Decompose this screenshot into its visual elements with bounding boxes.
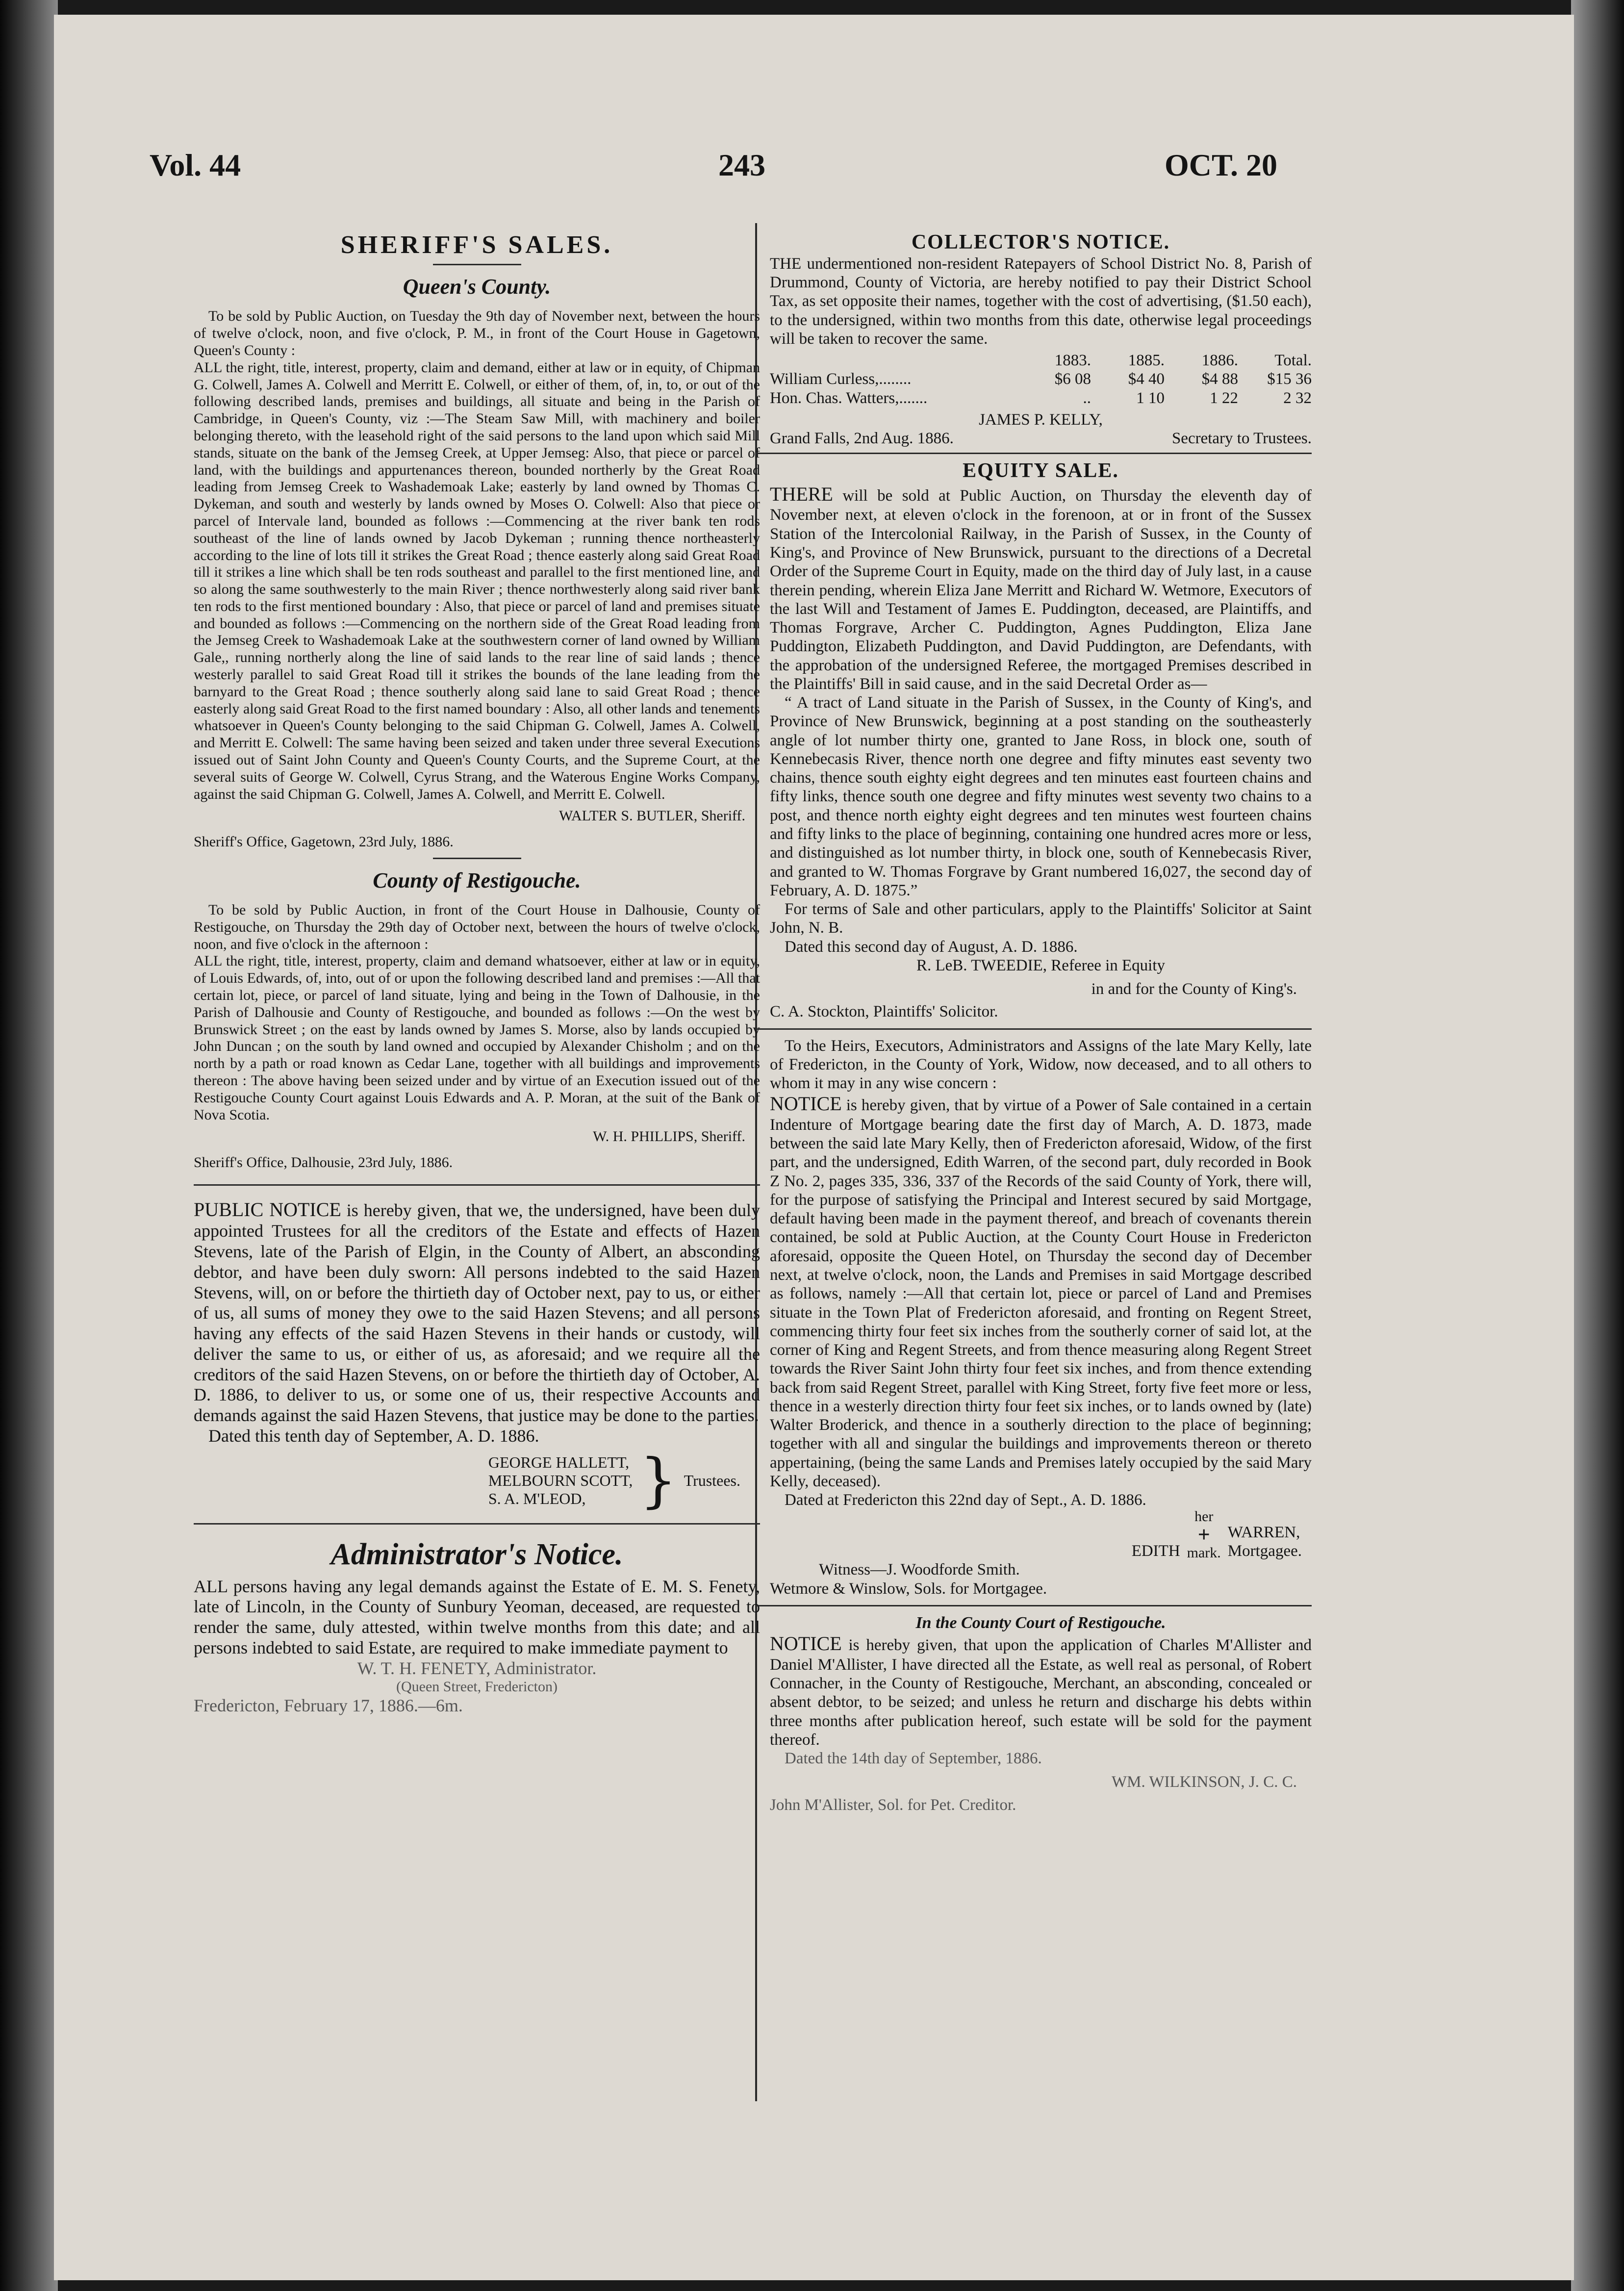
issue-date: OCT. 20: [1165, 148, 1277, 182]
public-notice: [194, 1198, 761, 1515]
table-cell: 1 22: [1210, 389, 1238, 407]
table-cell: William Curless,........: [770, 370, 912, 388]
mortgagee-role: Mortgagee.: [1227, 1542, 1302, 1560]
table-header-cell: 1886.: [1201, 352, 1238, 370]
queens-dateline: Sheriff's Office, Gagetown, 23rd July, 1886.: [194, 834, 454, 850]
equity-referee-county: in and for the County of King's.: [1091, 980, 1297, 998]
divider: [433, 264, 521, 265]
equity-sale-notice: [755, 459, 1312, 1021]
queens-signature: WALTER S. BUTLER, Sheriff.: [559, 808, 745, 824]
administrator-dateline: Fredericton, February 17, 1886.—6m.: [194, 1696, 463, 1716]
equity-body: will be sold at Public Auction, on Thursday the eleventh day of November next, at eleven o'clock in the forenoon, at or in front of the Sussex Station of the Intercolonial Railway, in the Parish of Sussex, in the County of King's, and Province of New Brunswick, pursuant to the directions of a Decretal Order of the Supreme Court in Equity, made on the third day of July last, in a cause therein pending, wherein Eliza Jane Merritt and Richard W. Wetmore, Executors of the last Will and Testament of James E. Puddington, deceased, are Plaintiffs, and Thomas Forgrave, Archer C. Puddington, Agnes Puddington, Eliza Jane Puddington, Elizabeth Puddington, and David Puddington, are Defendants, with the approbation of the undersigned Referee, the mortgaged Premises described in the Plaintiffs' Bill in said cause, and in the said Decretal Order as—: [770, 487, 1312, 693]
administrator-heading: Administrator's Notice.: [330, 1537, 623, 1571]
table-cell: $4 40: [1128, 370, 1165, 388]
collector-body: THE undermentioned non-resident Ratepayers of School District No. 8, Parish of Drummond, County of Victoria, are hereby notified to pay their District School Tax, as set opposite their names, together with the cost of advertising, ($1.50 each), to the undersigned, within two months from this date, otherwise legal proceedings will be taken to recover the same.: [770, 255, 1312, 348]
restigouche-intro: To be sold by Public Auction, in front of the Court House in Dalhousie, County of Restigouche, on Thursday the 29th day of October next, between the hours of twelve o'clock, noon, and five o'clock in the afternoon :: [194, 902, 760, 952]
page-number: 243: [718, 148, 765, 182]
queens-body: ALL the right, title, interest, property, claim and demand, either at law or in equity, of Chipman G. Colwell, James A. Colwell and Merritt E. Colwell, or either of them, of, in, to, or out of the following described lands, premises and buildings, all situate and being in the Parish of Cambridge, in Queen's County, viz :—The Steam Saw Mill, with machinery and boiler belonging thereto, with the leasehold right of the said persons to the land upon which said Mill stands, situate on the bank of the Jemseg Creek, at Upper Jemseg: Also, that piece or parcel of land, with the buildings and appurtenances thereon, bounded northerly by the Great Road leading from Jemseg Creek to Washademoak Lake; easterly by land owned by Thomas C. Dykeman, and south and westerly by lands owned by Moses O. Colwell: Also that piece or parcel of Intervale land, bounded as follows :—Commencing at the river bank ten rods southeast of the line of lands owned by Jacob Dykeman ; running thence northeasterly according to the line of lots till it strikes the Great Road ; thence easterly along said Great Road till it strikes a line which shall be ten rods southeast and parallel to the first mentioned line, and so along the same southwesterly to the main River ; thence northwesterly along said river bank ten rods to the first mentioned boundary : Also, that piece or parcel of land and premises situate and bounded as follows :—Commencing on the northern side of the Great Road leading from the Jemseg Creek to Washademoak Lake at the southwestern corner of land owned by William Gale,, running northerly along the line of said lands to the rear line of said lands ; thence westerly parallel to said Great Road till it strikes the bounds of the lane leading from the barnyard to the Great Road ; thence southerly along said lane to said Great Road ; thence easterly along said Great Road to the first named boundary : Also, all other lands and tenements whatsoever in Queen's County belonging to the said Chipman G. Colwell, James A. Colwell, and Merritt E. Colwell: The same having been seized and taken under three several Executions issued out of Saint John County and Queen's County Courts, and the Supreme Court, at the several suits of George W. Colwell, Cyrus Strang, and the Waterous Engine Works Company, against the said Chipman G. Colwell, James A. Colwell, and Merritt E. Colwell.: [194, 359, 760, 802]
county-court-notice: [755, 1613, 1312, 1814]
equity-dated: Dated this second day of August, A. D. 1886.: [785, 938, 1078, 956]
mortgagee-first-name: EDITH: [1131, 1542, 1180, 1560]
divider: [433, 858, 521, 859]
table-header-cell: 1883.: [1054, 352, 1091, 370]
brace-glyph: }: [639, 1446, 677, 1515]
trustee-name: GEORGE HALLETT,: [488, 1453, 630, 1471]
equity-referee: R. LeB. TWEEDIE, Referee in Equity: [916, 956, 1166, 974]
queens-intro: To be sold by Public Auction, on Tuesday the 9th day of November next, between the hours of twelve o'clock, noon, and five o'clock, P. M., in front of the Court House in Gagetown, Queen's County :: [194, 308, 760, 358]
scan-edge-left: [0, 0, 58, 2291]
collectors-notice: [755, 230, 1312, 448]
restigouche-dateline: Sheriff's Office, Dalhousie, 23rd July, 1886.: [194, 1154, 453, 1171]
county-court-lead: NOTICE: [770, 1632, 842, 1655]
mortgage-body: that by virtue of a Power of Sale contained in a certain Indenture of Mortgage bearing date the first day of March, A. D. 1873, made between the said late Mary Kelly, then of Fredericton aforesaid, Widow, of the first part, and the undersigned, Edith Warren, of the second part, duly recorded in Book Z No. 2, pages 335, 336, 337 of the Records of the said County of York, there will, for the purpose of satisfying the Principal and Interest secured by said Mortgage, default having been made in the payment thereof, and breach of covenants therein contained, be sold at Public Auction, at the County Court House in Fredericton aforesaid, opposite the Queen Hotel, on Thursday the second day of December next, at twelve o'clock, noon, the Lands and Premises in said Mortgage described as follows, namely :—All that certain lot, piece or parcel of Land and Premises situate in the Town Plat of Fredericton aforesaid, and fronting on Regent Street, commencing thirty four feet six inches from the southerly corner of said lot, at the corner of King and Regent Streets, and from thence measuring along Regent Street towards the River Saint John thirty four feet six inches, and from thence extending back from said Regent Street, parallel with King Street, forty five feet more or less, thence in a westerly direction thirty four feet six inches, or to lands owned by (late) Walter Broderick, and thence in a southerly direction to the place of beginning; together with all and singular the buildings and improvements thereon or thereto appertaining, (being the same Lands and Premises lately occupied by the said Mary Kelly, deceased).: [770, 1096, 1312, 1490]
volume-label: Vol. 44: [150, 148, 241, 182]
mortgage-solicitors: Wetmore & Winslow, Sols. for Mortgagee.: [770, 1579, 1047, 1598]
restigouche-body: ALL the right, title, interest, property, claim and demand whatsoever, either at law or in equity, of Louis Edwards, of, into, out of or upon the following described land and premises :—All that certain lot, piece, or parcel of land situate, lying and being in the Town of Dalhousie, in the Parish of Dalhousie and County of Restigouche, and bounded as follows :—On the west by Brunswick Street ; on the east by lands owned by James S. Morse, also by lands occupied by John Duncan ; on the south by land owned and occupied by Alexander Chisholm ; and on the north by a path or road known as Cedar Lane, together with all buildings and improvements thereon : The above having been seized under and by virtue of an Execution issued out of the Restigouche County Court against Louis Edwards and A. P. Moran, at the suit of the Bank of Nova Scotia.: [194, 953, 760, 1123]
county-court-solicitor: John M'Allister, Sol. for Pet. Creditor.: [770, 1796, 1016, 1814]
trustees-block: [194, 1446, 740, 1515]
mortgage-sale-notice: [755, 1037, 1312, 1598]
table-header-cell: Total.: [1274, 352, 1312, 370]
table-cell: $6 08: [1054, 370, 1091, 388]
mortgage-lead-2: is hereby given,: [841, 1096, 950, 1115]
mortgagee-surname: WARREN,: [1227, 1523, 1300, 1541]
equity-quote: “ A tract of Land situate in the Parish of Sussex, in the County of King's, and Province of New Brunswick, beginning at a post standing on the southeasterly angle of lot number thirty one, granted to Jane Ross, in block one, south of Kennebecasis River, thence north one degree and fifty minutes east seventy two chains, thence south eighty eight degrees and ten minutes east fourteen chains and fifty links, thence south one degree and fifty minutes west seventy two chains to a post, and thence north eighty eight degrees and ten minutes west fourteen chains and fifty links to the place of beginning, containing one hundred acres more or less, and distinguished as lot number thirty, in block one, south of Kennebecasis River, and granted to W. Thomas Forgrave by Grant numbered 16,027, the second day of February, A. D. 1875.”: [770, 694, 1312, 899]
public-notice-dated: Dated this tenth day of September, A. D. 1886.: [208, 1426, 539, 1446]
mortgage-witness: Witness—J. Woodforde Smith.: [819, 1561, 1020, 1579]
left-column: [194, 230, 760, 1716]
mortgage-lead: NOTICE: [770, 1093, 842, 1115]
table-cell: $15 36: [1267, 370, 1312, 388]
collector-role: Secretary to Trustees.: [1171, 430, 1312, 448]
collector-title: COLLECTOR'S NOTICE.: [911, 231, 1170, 254]
queens-heading: Queen's County.: [403, 275, 551, 299]
restigouche-signature: W. H. PHILLIPS, Sheriff.: [593, 1128, 745, 1145]
divider: [755, 1605, 1312, 1606]
section-title: SHERIFF'S SALES.: [340, 231, 613, 259]
mortgage-dated: Dated at Fredericton this 22nd day of Sept., A. D. 1886.: [785, 1491, 1146, 1509]
cross-mark-icon: +: [1197, 1523, 1210, 1547]
administrator-notice: [194, 1537, 760, 1716]
divider: [194, 1184, 760, 1186]
divider: [755, 1028, 1312, 1030]
public-notice-body: is hereby given, that we, the undersigned, have been duly appointed Trustees for all the creditors of the Estate and effects of Hazen Stevens, late of the Parish of Elgin, in the County of Albert, an absconding debtor, and have been duly sworn: All persons indebted to the said Hazen Stevens, will, on or before the thirtieth day of October next, pay to us, or either of us, all sums of money they owe to the said Hazen Stevens; and all persons having any effects of the said Hazen Stevens in their hands or custody, will deliver the same to us, or either of us, as aforesaid; and we require all the creditors of the said Hazen Stevens, on or before the thirtieth day of October, A. D. 1886, to deliver to us, or some one of us, their respective Accounts and demands against the said Hazen Stevens, that justice may be done to the parties.: [194, 1200, 761, 1426]
restigouche-heading: County of Restigouche.: [373, 868, 581, 893]
queens-county-notice: [194, 274, 760, 851]
county-court-body: is hereby given, that upon the application of Charles M'Allister and Daniel M'Allister, I have directed all the Estate, as well real as personal, of Robert Connacher, in the County of Restigouche, Merchant, an absconding, concealed or absent debtor, to be seized; and unless he return and discharge his debts within three months after publication hereof, such estate will be sold for the payment thereof.: [770, 1636, 1312, 1749]
collector-signer: JAMES P. KELLY,: [979, 410, 1103, 429]
trustee-name: S. A. M'LEOD,: [488, 1490, 586, 1508]
mortgagee-signature: [770, 1509, 1302, 1560]
trustees-label: Trustees.: [684, 1472, 740, 1490]
mortgage-address: To the Heirs, Executors, Administrators and Assigns of the late Mary Kelly, late of Fredericton, in the County of York, Widow, now deceased, and to all others to whom it may in any wise concern :: [770, 1037, 1312, 1093]
restigouche-notice: [194, 868, 760, 1171]
table-header-cell: [770, 351, 1017, 370]
table-cell: 1 10: [1136, 389, 1165, 407]
county-court-dated: Dated the 14th day of September, 1886.: [785, 1750, 1042, 1768]
equity-title: EQUITY SALE.: [963, 459, 1119, 483]
table-cell: Hon. Chas. Watters,.......: [770, 389, 928, 407]
divider: [755, 453, 1312, 454]
mark-block: [1187, 1509, 1221, 1560]
divider: [194, 1523, 760, 1525]
county-court-judge: WM. WILKINSON, J. C. C.: [1112, 1773, 1297, 1791]
table-cell: ..: [1083, 389, 1091, 407]
table-cell: $4 88: [1201, 370, 1238, 388]
administrator-signer: W. T. H. FENETY, Administrator.: [357, 1658, 597, 1678]
trustee-name: MELBOURN SCOTT,: [488, 1472, 633, 1490]
administrator-address: (Queen Street, Fredericton): [396, 1679, 558, 1695]
collector-footer: [770, 429, 1312, 448]
tax-table: [770, 351, 1312, 407]
collector-place-date: Grand Falls, 2nd Aug. 1886.: [770, 430, 954, 448]
county-court-title: In the County Court of Restigouche.: [915, 1613, 1166, 1632]
mortgagee-surname-block: [1228, 1523, 1302, 1561]
scan-edge-right: [1571, 0, 1624, 2291]
public-notice-lead: PUBLIC NOTICE: [194, 1198, 341, 1221]
mark-label: mark.: [1187, 1545, 1221, 1561]
administrator-body: ALL persons having any legal demands against the Estate of E. M. S. Fenety, late of Lincoln, in the County of Sunbury Yeoman, deceased, are requested to render the same, duly attested, within twelve months from this date; and all persons indebted to said Estate, are required to make immediate payment to: [194, 1576, 760, 1657]
equity-terms: For terms of Sale and other particulars, apply to the Plaintiffs' Solicitor at Saint John, N. B.: [770, 900, 1312, 937]
table-cell: 2 32: [1283, 389, 1312, 407]
equity-solicitor: C. A. Stockton, Plaintiffs' Solicitor.: [770, 1003, 998, 1021]
right-column: [755, 230, 1312, 1814]
table-header-cell: 1885.: [1128, 352, 1165, 370]
equity-lead: THERE: [770, 483, 833, 506]
her-label: her: [1194, 1508, 1214, 1525]
